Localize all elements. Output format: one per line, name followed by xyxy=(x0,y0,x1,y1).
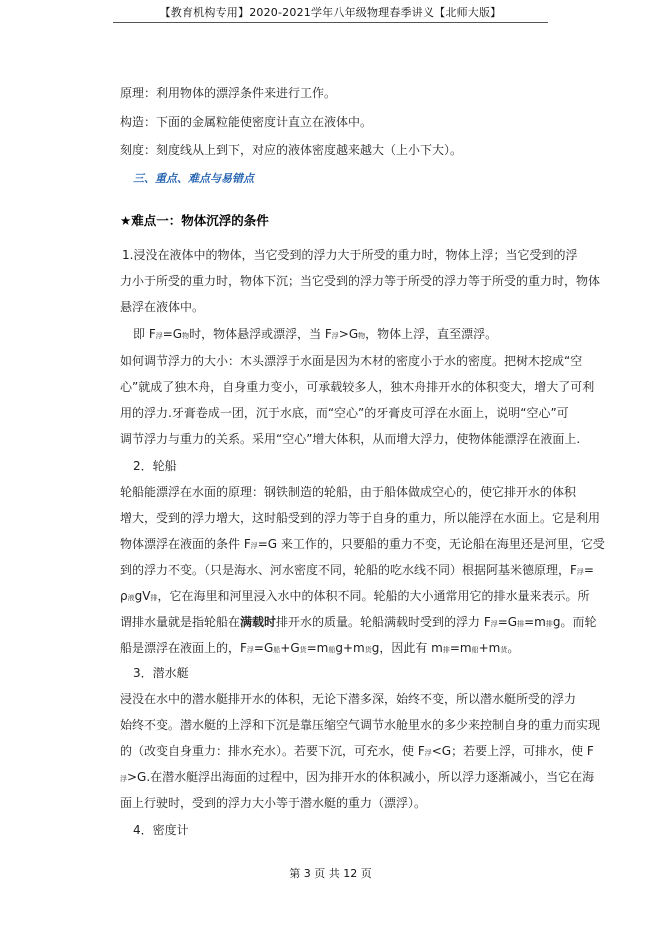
structure-text: 构造：下面的金属粒能使密度计直立在液体中。 xyxy=(120,115,373,129)
para3-line3: 用的浮力.牙膏卷成一团，沉于水底，而“空心”的牙膏皮可浮在水面上，说明“空心”可 xyxy=(120,406,569,420)
ship-line3: 物体漂浮在液面的条件 F浮=G 来工作的，只要船的重力不变，无论船在海里还是河里，它受 xyxy=(120,537,605,551)
full-load-emphasis: 满载时 xyxy=(240,615,277,629)
para1-line3: 悬浮在液体中。 xyxy=(120,300,205,314)
page-header: 【教育机构专用】2020-2021学年八年级物理春季讲义【北师大版】 xyxy=(159,6,502,19)
ship-line6: 谓排水量就是指轮船在满载时排开水的质量。轮船满载时受到的浮力 F浮=G排=m排g。而轮 xyxy=(120,615,597,629)
para2-line: 即 F浮=G物时，物体悬浮或漂浮，当 F浮>G物，物体上浮，直至漂浮。 xyxy=(133,327,498,341)
ship-line5: ρ液gV排，它在海里和河里浸入水中的体积不同。轮船的大小通常用它的排水量来表示。所 xyxy=(120,589,590,603)
ship-line4: 到的浮力不变。（只是海水、河水密度不同，轮船的吃水线不同）根据阿基米德原理，F浮= xyxy=(120,563,594,577)
para1-line2: 力小于所受的重力时，物体下沉；当它受到的浮力等于所受的浮力等于所受的重力时，物体 xyxy=(120,274,601,288)
submarine-line1: 浸没在水中的潜水艇排开水的体积，无论下潜多深，始终不变，所以潜水艇所受的浮力 xyxy=(120,692,577,706)
submarine-title: 3．潜水艇 xyxy=(133,666,189,680)
ship-line2: 增大，受到的浮力增大，这时船受到的浮力等于自身的重力，所以能浮在水面上。它是利用 xyxy=(120,511,601,525)
para3-line1: 如何调节浮力的大小：木头漂浮于水面是因为木材的密度小于水的密度。把树木挖成“空 xyxy=(120,354,583,368)
ship-line1: 轮船能漂浮在水面的原理：钢铁制造的轮船，由于船体做成空心的，使它排开水的体积 xyxy=(120,485,577,499)
submarine-line5: 面上行驶时，受到的浮力大小等于潜水艇的重力（漂浮）。 xyxy=(120,796,427,810)
page-footer: 第 3 页 共 12 页 xyxy=(289,867,372,880)
principle-text: 原理：利用物体的漂浮条件来进行工作。 xyxy=(120,86,337,100)
hydrometer-title: 4．密度计 xyxy=(133,823,189,837)
header-divider xyxy=(113,22,548,23)
para3-line2: 心”就成了独木舟，自身重力变小，可承载较多人，独木舟排开水的体积变大，增大了可利 xyxy=(120,380,595,394)
submarine-line4: 浮>G.在潜水艇浮出海面的过程中，因为排开水的体积减小，所以浮力逐渐减小，当它在海 xyxy=(120,770,595,784)
para3-line4: 调节浮力与重力的关系。采用“空心”增大体积，从而增大浮力，使物体能漂浮在液面上. xyxy=(120,432,581,446)
difficulty-title: ★难点一：物体沉浮的条件 xyxy=(120,213,269,228)
submarine-line2: 始终不变。潜水艇的上浮和下沉是靠压缩空气调节水舱里水的多少来控制自身的重力而实现 xyxy=(120,718,601,732)
para1-line1: 1.浸没在液体中的物体，当它受到的浮力大于所受的重力时，物体上浮；当它受到的浮 xyxy=(122,248,578,262)
submarine-line3: 的（改变自身重力：排水充水）。若要下沉，可充水，使 F浮<G；若要上浮，可排水，使 F xyxy=(120,744,594,758)
scale-text: 刻度：刻度线从上到下，对应的液体密度越来越大（上小下大）。 xyxy=(120,143,463,157)
section-heading: 三、重点、难点与易错点 xyxy=(133,172,254,185)
ship-line7: 船是漂浮在液面上的，F浮=G船+G货=m船g+m货g，因此有 m排=m船+m货。 xyxy=(120,641,520,655)
ship-title: 2．轮船 xyxy=(133,459,177,473)
